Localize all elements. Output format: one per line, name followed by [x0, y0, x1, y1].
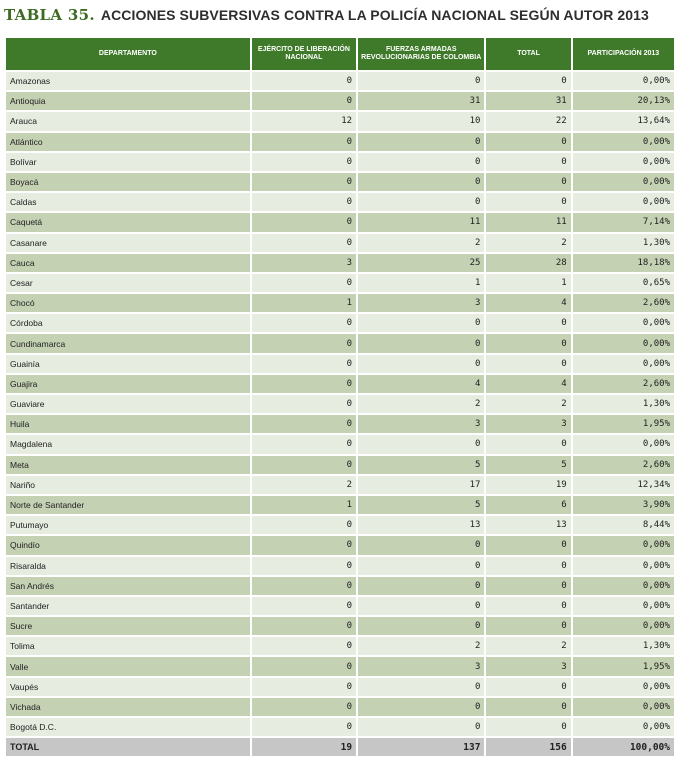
cell-eln: 0 [252, 395, 356, 413]
cell-total: 28 [486, 254, 570, 272]
cell-participacion: 2,60% [573, 456, 674, 474]
total-eln: 19 [252, 738, 356, 756]
cell-farc: 31 [358, 92, 484, 110]
cell-total: 0 [486, 133, 570, 151]
cell-departamento: Casanare [6, 234, 250, 252]
cell-eln: 0 [252, 234, 356, 252]
total-label: TOTAL [6, 738, 250, 756]
table-row [6, 698, 674, 716]
table-row [6, 234, 674, 252]
cell-farc: 0 [358, 536, 484, 554]
cell-participacion: 7,14% [573, 213, 674, 231]
table-row [6, 496, 674, 514]
cell-farc: 0 [358, 334, 484, 352]
cell-farc: 2 [358, 637, 484, 655]
cell-departamento: Norte de Santander [6, 496, 250, 514]
cell-eln: 0 [252, 557, 356, 575]
cell-total: 0 [486, 173, 570, 191]
table-title-text: ACCIONES SUBVERSIVAS CONTRA LA POLICÍA NACIONAL SEGÚN AUTOR 2013 [100, 7, 649, 23]
cell-farc: 0 [358, 678, 484, 696]
cell-participacion: 2,60% [573, 294, 674, 312]
cell-total: 19 [486, 476, 570, 494]
cell-total: 0 [486, 698, 570, 716]
table-row [6, 153, 674, 171]
cell-farc: 0 [358, 355, 484, 373]
cell-farc: 0 [358, 557, 484, 575]
table-row [6, 536, 674, 554]
cell-participacion: 0,00% [573, 435, 674, 453]
cell-total: 4 [486, 375, 570, 393]
cell-eln: 0 [252, 334, 356, 352]
cell-participacion: 12,34% [573, 476, 674, 494]
cell-departamento: Cundinamarca [6, 334, 250, 352]
cell-departamento: Cesar [6, 274, 250, 292]
cell-departamento: Chocó [6, 294, 250, 312]
table-row [6, 456, 674, 474]
cell-departamento: Bogotá D.C. [6, 718, 250, 736]
cell-departamento: Arauca [6, 112, 250, 130]
cell-departamento: Córdoba [6, 314, 250, 332]
cell-participacion: 0,00% [573, 577, 674, 595]
cell-departamento: Guajira [6, 375, 250, 393]
cell-total: 13 [486, 516, 570, 534]
cell-departamento: Caldas [6, 193, 250, 211]
table-row [6, 92, 674, 110]
column-header-eln: EJÉRCITO DE LIBERACIÓN NACIONAL [252, 38, 356, 70]
table-row [6, 173, 674, 191]
cell-departamento: Quindío [6, 536, 250, 554]
cell-departamento: Atlántico [6, 133, 250, 151]
cell-farc: 0 [358, 72, 484, 90]
cell-farc: 0 [358, 597, 484, 615]
cell-eln: 1 [252, 294, 356, 312]
cell-participacion: 1,30% [573, 637, 674, 655]
cell-eln: 0 [252, 355, 356, 373]
cell-farc: 3 [358, 415, 484, 433]
total-participacion: 100,00% [573, 738, 674, 756]
cell-farc: 0 [358, 314, 484, 332]
cell-eln: 0 [252, 314, 356, 332]
cell-farc: 0 [358, 193, 484, 211]
cell-departamento: Valle [6, 657, 250, 675]
cell-participacion: 8,44% [573, 516, 674, 534]
cell-total: 0 [486, 718, 570, 736]
cell-departamento: Meta [6, 456, 250, 474]
cell-participacion: 0,00% [573, 173, 674, 191]
cell-total: 0 [486, 617, 570, 635]
cell-eln: 0 [252, 617, 356, 635]
cell-departamento: Caquetá [6, 213, 250, 231]
cell-participacion: 20,13% [573, 92, 674, 110]
cell-departamento: Risaralda [6, 557, 250, 575]
cell-farc: 0 [358, 617, 484, 635]
table-row [6, 617, 674, 635]
cell-farc: 0 [358, 577, 484, 595]
cell-departamento: Vaupés [6, 678, 250, 696]
table-row [6, 637, 674, 655]
cell-farc: 25 [358, 254, 484, 272]
cell-participacion: 0,00% [573, 698, 674, 716]
cell-eln: 12 [252, 112, 356, 130]
cell-farc: 0 [358, 173, 484, 191]
table-row [6, 415, 674, 433]
cell-farc: 4 [358, 375, 484, 393]
cell-total: 0 [486, 557, 570, 575]
cell-eln: 0 [252, 597, 356, 615]
cell-farc: 2 [358, 234, 484, 252]
cell-farc: 5 [358, 456, 484, 474]
cell-total: 31 [486, 92, 570, 110]
table-row [6, 314, 674, 332]
cell-participacion: 0,00% [573, 153, 674, 171]
cell-total: 0 [486, 577, 570, 595]
cell-eln: 0 [252, 92, 356, 110]
cell-farc: 0 [358, 133, 484, 151]
cell-participacion: 0,00% [573, 133, 674, 151]
header-row [6, 38, 674, 70]
cell-participacion: 2,60% [573, 375, 674, 393]
cell-participacion: 3,90% [573, 496, 674, 514]
cell-participacion: 0,00% [573, 334, 674, 352]
table-title [4, 4, 649, 26]
table-row [6, 476, 674, 494]
cell-departamento: Putumayo [6, 516, 250, 534]
cell-farc: 2 [358, 395, 484, 413]
cell-eln: 0 [252, 72, 356, 90]
table-row [6, 557, 674, 575]
cell-eln: 0 [252, 213, 356, 231]
cell-total: 0 [486, 597, 570, 615]
table-row [6, 597, 674, 615]
cell-eln: 0 [252, 577, 356, 595]
cell-participacion: 1,30% [573, 395, 674, 413]
cell-departamento: Magdalena [6, 435, 250, 453]
cell-farc: 0 [358, 153, 484, 171]
cell-departamento: Bolívar [6, 153, 250, 171]
cell-total: 0 [486, 334, 570, 352]
cell-eln: 0 [252, 153, 356, 171]
cell-farc: 17 [358, 476, 484, 494]
table-row [6, 355, 674, 373]
cell-participacion: 0,00% [573, 678, 674, 696]
cell-eln: 1 [252, 496, 356, 514]
cell-total: 1 [486, 274, 570, 292]
cell-farc: 0 [358, 698, 484, 716]
cell-departamento: Santander [6, 597, 250, 615]
cell-eln: 0 [252, 173, 356, 191]
cell-participacion: 1,95% [573, 657, 674, 675]
cell-departamento: Guaviare [6, 395, 250, 413]
column-header-departamento: DEPARTAMENTO [6, 38, 250, 70]
table-row [6, 112, 674, 130]
cell-total: 0 [486, 536, 570, 554]
cell-eln: 0 [252, 133, 356, 151]
table-row [6, 718, 674, 736]
table-number: TABLA 35. [4, 6, 95, 24]
cell-participacion: 0,65% [573, 274, 674, 292]
cell-farc: 3 [358, 294, 484, 312]
table-row [6, 133, 674, 151]
total-total: 156 [486, 738, 570, 756]
cell-total: 11 [486, 213, 570, 231]
table-row [6, 395, 674, 413]
cell-eln: 0 [252, 375, 356, 393]
cell-departamento: Sucre [6, 617, 250, 635]
cell-participacion: 0,00% [573, 617, 674, 635]
table-row [6, 577, 674, 595]
cell-departamento: Amazonas [6, 72, 250, 90]
cell-total: 6 [486, 496, 570, 514]
table-body [6, 72, 674, 756]
table-row [6, 254, 674, 272]
cell-participacion: 0,00% [573, 536, 674, 554]
table-row [6, 375, 674, 393]
cell-farc: 0 [358, 718, 484, 736]
cell-participacion: 0,00% [573, 193, 674, 211]
cell-total: 5 [486, 456, 570, 474]
cell-farc: 0 [358, 435, 484, 453]
cell-total: 0 [486, 678, 570, 696]
cell-eln: 3 [252, 254, 356, 272]
cell-total: 3 [486, 657, 570, 675]
table-row [6, 72, 674, 90]
cell-eln: 0 [252, 718, 356, 736]
cell-participacion: 0,00% [573, 314, 674, 332]
cell-departamento: Tolima [6, 637, 250, 655]
table-row [6, 274, 674, 292]
cell-eln: 0 [252, 415, 356, 433]
cell-departamento: Boyacá [6, 173, 250, 191]
cell-participacion: 0,00% [573, 72, 674, 90]
cell-departamento: Nariño [6, 476, 250, 494]
cell-participacion: 13,64% [573, 112, 674, 130]
cell-departamento: San Andrés [6, 577, 250, 595]
cell-total: 0 [486, 193, 570, 211]
cell-departamento: Guainía [6, 355, 250, 373]
cell-eln: 0 [252, 274, 356, 292]
table-row [6, 193, 674, 211]
cell-total: 3 [486, 415, 570, 433]
cell-total: 2 [486, 395, 570, 413]
cell-farc: 13 [358, 516, 484, 534]
cell-total: 2 [486, 234, 570, 252]
cell-total: 2 [486, 637, 570, 655]
cell-participacion: 0,00% [573, 557, 674, 575]
cell-farc: 5 [358, 496, 484, 514]
cell-eln: 0 [252, 657, 356, 675]
total-farc: 137 [358, 738, 484, 756]
table-row [6, 213, 674, 231]
cell-total: 22 [486, 112, 570, 130]
cell-total: 0 [486, 314, 570, 332]
table-row [6, 516, 674, 534]
cell-departamento: Antioquia [6, 92, 250, 110]
cell-participacion: 18,18% [573, 254, 674, 272]
cell-eln: 0 [252, 678, 356, 696]
cell-total: 0 [486, 153, 570, 171]
column-header-farc: FUERZAS ARMADAS REVOLUCIONARIAS DE COLOMBIA [358, 38, 484, 70]
cell-eln: 0 [252, 193, 356, 211]
cell-farc: 11 [358, 213, 484, 231]
cell-farc: 3 [358, 657, 484, 675]
cell-farc: 1 [358, 274, 484, 292]
cell-total: 0 [486, 355, 570, 373]
cell-eln: 0 [252, 516, 356, 534]
cell-departamento: Huila [6, 415, 250, 433]
table-row [6, 294, 674, 312]
cell-participacion: 0,00% [573, 597, 674, 615]
cell-total: 0 [486, 435, 570, 453]
totals-row [6, 738, 674, 756]
cell-departamento: Cauca [6, 254, 250, 272]
cell-eln: 0 [252, 456, 356, 474]
cell-eln: 2 [252, 476, 356, 494]
cell-eln: 0 [252, 637, 356, 655]
table-row [6, 657, 674, 675]
table-row [6, 435, 674, 453]
cell-total: 4 [486, 294, 570, 312]
cell-eln: 0 [252, 536, 356, 554]
cell-participacion: 0,00% [573, 718, 674, 736]
cell-farc: 10 [358, 112, 484, 130]
cell-eln: 0 [252, 698, 356, 716]
column-header-participacion: PARTICIPACIÓN 2013 [573, 38, 674, 70]
cell-total: 0 [486, 72, 570, 90]
cell-participacion: 1,30% [573, 234, 674, 252]
cell-participacion: 0,00% [573, 355, 674, 373]
cell-departamento: Vichada [6, 698, 250, 716]
data-table [4, 36, 676, 758]
cell-eln: 0 [252, 435, 356, 453]
column-header-total: TOTAL [486, 38, 570, 70]
table-row [6, 678, 674, 696]
cell-participacion: 1,95% [573, 415, 674, 433]
table-row [6, 334, 674, 352]
